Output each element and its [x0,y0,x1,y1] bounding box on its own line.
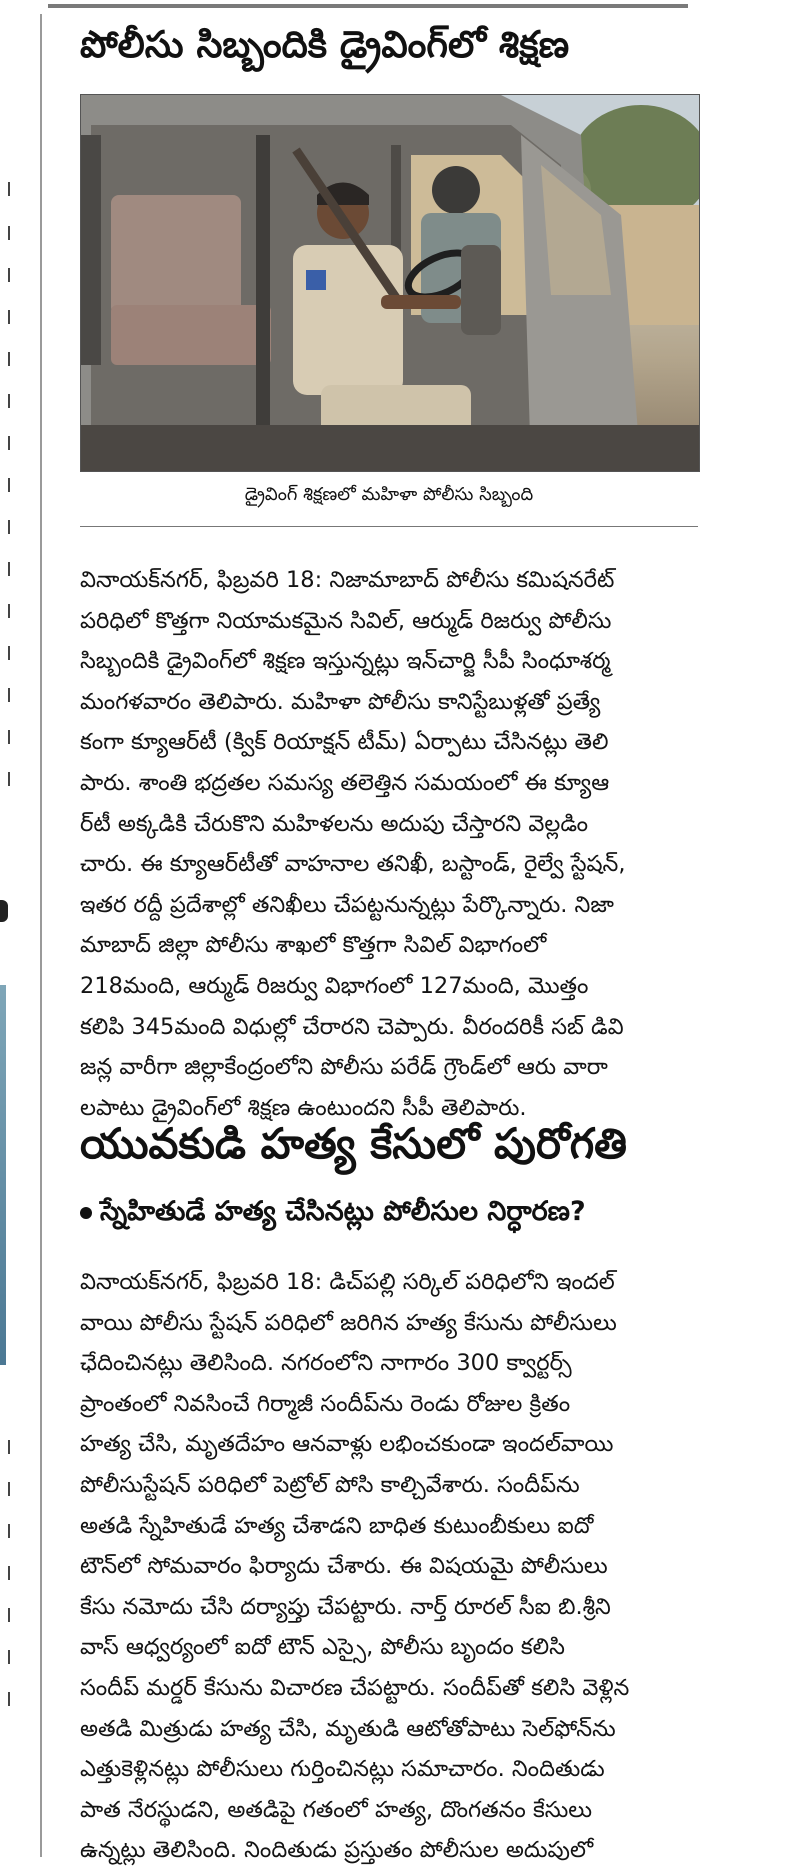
body-line: కలిపి 345మంది విధుల్లో చేరారని చెప్పారు. వీరందరికీ సబ్ డివి [80,1013,624,1040]
gutter-fragment [0,1482,10,1496]
gutter-fragment [0,900,8,922]
body-line: 218మంది, ఆర్ముడ్ రిజర్వు విభాగంలో 127మంది, మొత్తం [80,972,589,999]
body-line: వాస్ ఆధ్వర్యంలో ఐదో టౌన్ ఎస్సై, పోలీసు బృందం కలిసి [80,1634,565,1661]
gutter-fragment [0,562,10,576]
body-line: పారు. శాంతి భద్రతల సమస్య తలెత్తిన సమయంలో ఈ క్యూఆ [80,769,610,796]
body-line: వినాయక్‌నగర్, ఫిబ్రవరి 18: నిజామాబాద్ పోలీసు కమిషనరేట్ [80,567,615,593]
gutter-fragment [0,436,10,450]
bullet-icon [80,1207,92,1219]
gutter-fragment [0,646,10,660]
body-line: కేసు నమోదు చేసి దర్యాప్తు చేపట్టారు. నార్త్ రూరల్ సీఐ బి.శ్రీని [80,1593,611,1620]
photo-caption: డ్రైవింగ్ శిక్షణలో మహిళా పోలీసు సిబ్బంది [244,484,534,505]
body-line: పరిధిలో కొత్తగా నియామకమైన సివిల్, ఆర్ముడ్ రిజర్వు పోలీసు [80,607,612,634]
body-line: జన్ల వారీగా జిల్లాకేంద్రంలోని పోలీసు పరేడ్ గ్రౌండ్‌లో ఆరు వారా [80,1054,608,1081]
gutter-fragment [0,1650,10,1664]
gutter-fragment [0,352,10,366]
gutter-fragment [0,604,10,618]
body-line: అతడి మిత్రుడు హత్య చేసి, మృతుడి ఆటోతోపాటు సెల్‌ఫోన్‌ను [80,1715,616,1742]
body-line: వాయి పోలీసు స్టేషన్ పరిధిలో జరిగిన హత్య కేసును పోలీసులు [80,1309,617,1336]
body-line: చారు. ఈ క్యూఆర్‌టీతో వాహనాల తనిఖీ, బస్టాండ్, రైల్వే స్టేషన్, [80,851,626,878]
body-line: హత్య చేసి, మృతదేహం ఆనవాళ్లు లభించకుండా ఇందల్‌వాయి [80,1431,614,1458]
gutter-fragment [0,268,10,282]
body-line: పోలీసుస్టేషన్ పరిధిలో పెట్రోల్ పోసి కాల్చివేశారు. సందీప్‌ను [80,1471,580,1498]
body-line: పాత నేరస్థుడని, అతడిపై గతంలో హత్య, దొంగతనం కేసులు [80,1796,593,1823]
body-line: ఎత్తుకెళ్లినట్లు పోలీసులు గుర్తించినట్లు సమాచారం. నిందితుడు [80,1756,605,1783]
gutter-photo-fragment [0,985,6,1365]
news-photo [80,94,700,472]
body-line: సిబ్బందికి డ్రైవింగ్‌లో శిక్షణ ఇస్తున్నట్లు ఇన్‌చార్జి సీపీ సింధూశర్మ [80,648,611,675]
column-divider [40,14,42,1857]
body-line: ర్‌టీ అక్కడికి చేరుకొని మహిళలను అదుపు చేస్తారని వెల్లడిం [80,810,589,837]
gutter-fragment [0,478,10,492]
gutter-fragment [0,730,10,744]
body-line: సందీప్ మర్డర్ కేసును విచారణ చేపట్టారు. సందీప్‌తో కలిసి వెళ్లిన [80,1674,630,1701]
body-line: టౌన్‌లో సోమవారం ఫిర్యాదు చేశారు. ఈ విషయమై పోలీసులు [80,1553,608,1580]
body-line: కంగా క్యూఆర్‌టీ (క్విక్ రియాక్షన్ టీమ్) ఏర్పాటు చేసినట్లు తెలి [80,729,609,756]
gutter-fragment [0,1608,10,1622]
body-line: ఛేదించినట్లు తెలిసింది. నగరంలోని నాగారం 300 క్వార్టర్స్ [80,1350,572,1377]
gutter-fragment [0,688,10,702]
gutter-fragment [0,394,10,408]
article2-subheadline [80,1196,720,1234]
body-line: ఇతర రద్దీ ప్రదేశాల్లో తనిఖీలు చేపట్టనున్నట్లు పేర్కొన్నారు. నిజా [80,891,614,918]
gutter-fragment [0,182,10,196]
gutter-fragment [0,1692,10,1706]
caption-rule [80,526,698,527]
body-line: లపాటు డ్రైవింగ్‌లో శిక్షణ ఉంటుందని సీపీ తెలిపారు. [80,1094,527,1121]
body-line: మంగళవారం తెలిపారు. మహిళా పోలీసు కానిస్టేబుళ్లతో ప్రత్యే [80,688,601,715]
body-line: అతడి స్నేహితుడే హత్య చేశాడని బాధిత కుటుంబీకులు ఐదో [80,1512,594,1539]
article2-body [80,1262,698,1871]
article2-headline: యువకుడి హత్య కేసులో పురోగతి [80,1119,628,1168]
gutter-fragment [0,310,10,324]
subheadline-text: స్నేహితుడే హత్య చేసినట్లు పోలీసుల నిర్ధారణ? [100,1196,586,1227]
gutter-fragment [0,1440,10,1454]
photo-illustration [81,95,699,471]
gutter-fragment [0,1524,10,1538]
body-line: ప్రాంతంలో నివసించే గిర్మాజీ సందీప్‌ను రెండు రోజుల క్రితం [80,1390,571,1417]
gutter-fragment [0,520,10,534]
body-line: ఉన్నట్లు తెలిసింది. నిందితుడు ప్రస్తుతం పోలీసుల అదుపులో [80,1837,594,1864]
body-line: వినాయక్‌నగర్, ఫిబ్రవరి 18: డిచ్‌పల్లి సర్కిల్ పరిధిలోని ఇందల్ [80,1269,615,1295]
gutter-fragment [0,772,10,786]
article1-body [80,560,698,1128]
body-line: మాబాద్ జిల్లా పోలీసు శాఖలో కొత్తగా సివిల్ విభాగంలో [80,932,547,959]
article1-headline: పోలీసు సిబ్బందికి డ్రైవింగ్‌లో శిక్షణ [80,23,570,66]
gutter-fragment [0,226,10,240]
gutter-fragment [0,1566,10,1580]
top-rule [48,4,688,8]
